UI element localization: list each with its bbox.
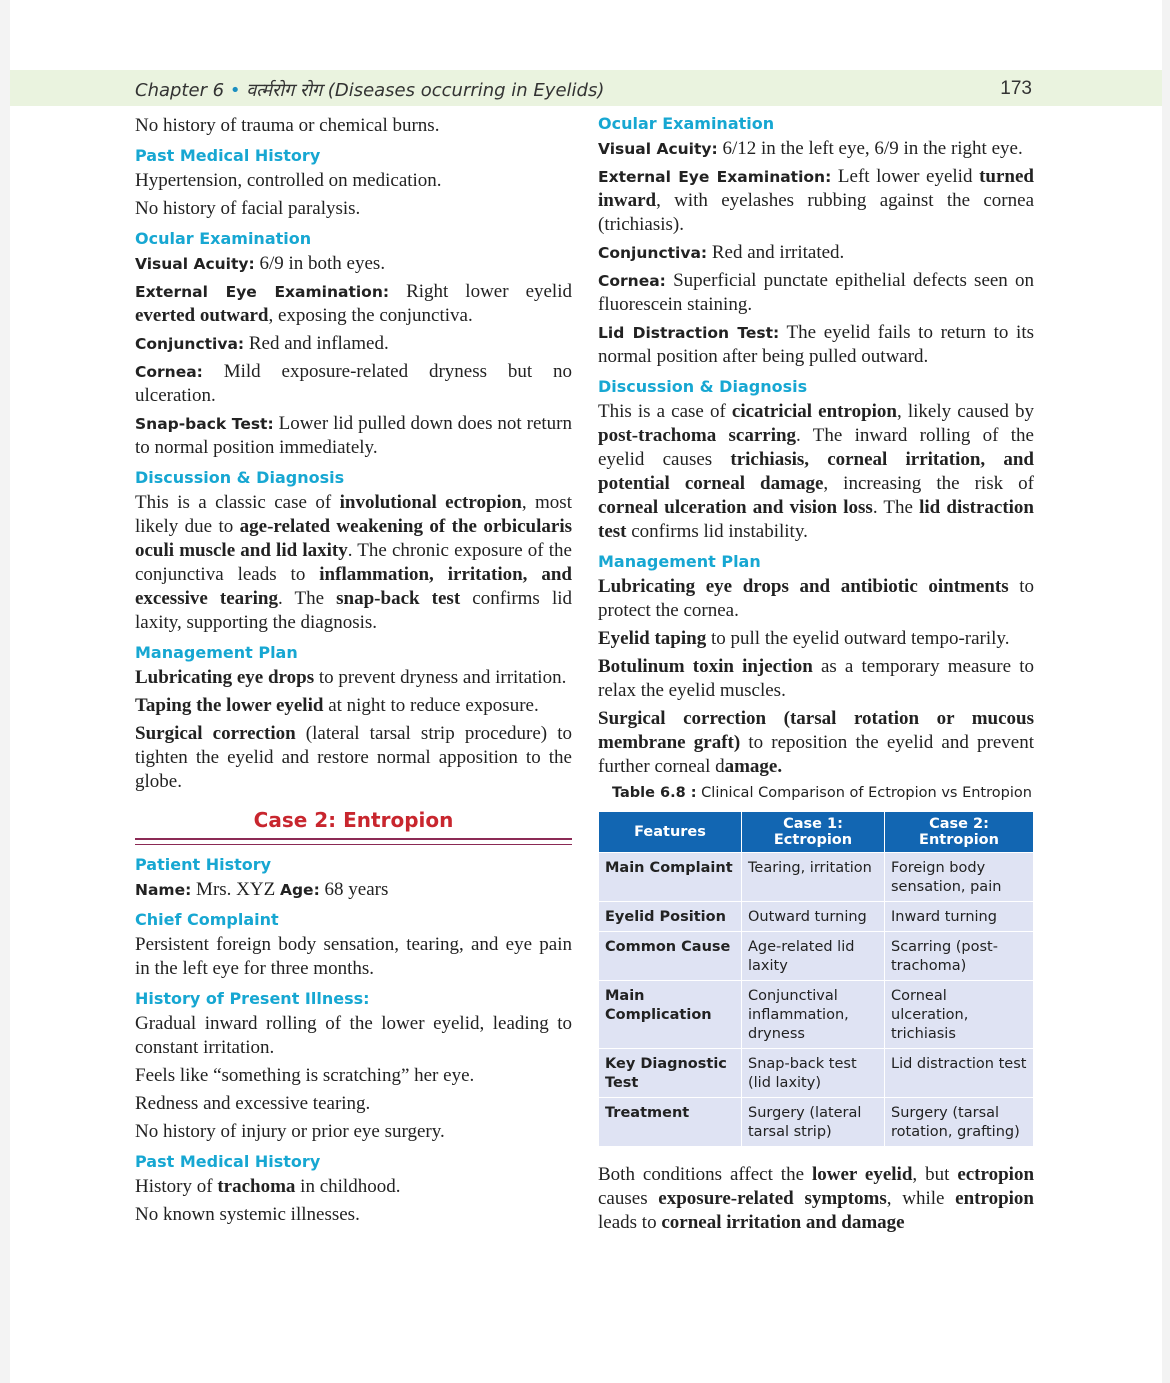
chapter-title: वर्त्मरोग रोग (Diseases occurring in Eyelids) xyxy=(246,80,605,101)
bold-text: lid distraction test xyxy=(598,497,1035,542)
bold-text: inflammation, irritation, and excessive tearing xyxy=(135,564,572,609)
table-cell: Main Complaint xyxy=(599,853,742,902)
text: , with eyelashes rubbing against the cornea (trichiasis). xyxy=(598,190,1034,235)
text: , likely caused by xyxy=(897,401,1034,422)
text: 68 years xyxy=(319,879,389,900)
label: External Eye Examination: xyxy=(135,283,390,301)
text: at night to reduce exposure. xyxy=(323,695,539,716)
text: Red and inflamed. xyxy=(244,333,389,354)
text: causes xyxy=(598,1188,659,1209)
text: to reposition the eyelid and prevent further corneal d xyxy=(598,732,1034,777)
bold-text: snap-back test xyxy=(336,588,461,609)
bold-text: Lubricating eye drops xyxy=(135,667,315,688)
bold-text: Taping the lower eyelid xyxy=(135,695,324,716)
intro-line: No history of trauma or chemical burns. xyxy=(135,115,440,136)
finding-visual-acuity xyxy=(135,252,572,276)
section-heading: Past Medical History xyxy=(135,146,321,165)
table-cell: Scarring (post-trachoma) xyxy=(885,932,1034,981)
text: Both conditions affect the xyxy=(598,1164,812,1185)
bold-text: post-trachoma scarring xyxy=(598,425,797,446)
bold-text: trichiasis, corneal irritation, and potential corneal damage xyxy=(598,449,1034,494)
text: Lower lid pulled down does not return to normal position immediately. xyxy=(135,413,572,458)
finding-visual-acuity xyxy=(598,137,1034,161)
finding-cornea xyxy=(598,269,1034,317)
management-item xyxy=(135,666,572,690)
table-row xyxy=(599,932,1034,981)
text: . The inward rolling of the eyelid causes xyxy=(598,425,1034,470)
label: Name: xyxy=(135,881,192,899)
bold-text: amage. xyxy=(724,756,783,777)
bold-text: Botulinum toxin injection xyxy=(598,656,813,677)
text: , exposing the conjunctiva. xyxy=(268,305,473,326)
paragraph: Persistent foreign body sensation, tearing, and eye pain in the left eye for three months. xyxy=(135,934,572,979)
text: , while xyxy=(886,1188,956,1209)
table-cell: Key Diagnostic Test xyxy=(599,1049,742,1098)
chapter-heading xyxy=(135,78,604,102)
table-cell: Corneal ulceration, trichiasis xyxy=(885,981,1034,1049)
text: Left lower eyelid xyxy=(831,166,980,187)
paragraph: Hypertension, controlled on medication. xyxy=(135,170,442,191)
bold-text: Eyelid taping xyxy=(598,628,707,649)
text: Superficial punctate epithelial defects seen on fluorescein staining. xyxy=(598,270,1034,315)
page-number: 173 xyxy=(1000,78,1032,99)
bold-text: involutional ectropion xyxy=(339,492,522,513)
paragraph: No history of injury or prior eye surgery. xyxy=(135,1121,445,1142)
paragraph: Feels like “something is scratching” her eye. xyxy=(135,1065,475,1086)
column-header: Case 1: Ectropion xyxy=(742,812,885,853)
page xyxy=(10,0,1162,1383)
table-cell: Lid distraction test xyxy=(885,1049,1034,1098)
section-heading: Management Plan xyxy=(135,643,298,662)
management-item xyxy=(135,694,572,718)
text: The eyelid fails to return to its normal position after being pulled outward. xyxy=(598,322,1034,367)
table-cell: Tearing, irritation xyxy=(742,853,885,902)
bold-text: exposure-related symptoms xyxy=(658,1188,887,1209)
label: Visual Acuity: xyxy=(598,140,718,158)
chapter-label: Chapter 6 xyxy=(135,80,225,101)
table-cell: Outward turning xyxy=(742,902,885,932)
label: Age: xyxy=(279,881,320,899)
bold-text: age-related weakening of the orbicularis oculi muscle and lid laxity xyxy=(135,516,572,561)
bold-text: Lubricating eye drops and antibiotic ointments xyxy=(598,576,1009,597)
text: to pull the eyelid outward tempo-rarily. xyxy=(706,628,1010,649)
management-item xyxy=(598,627,1034,651)
text: to prevent dryness and irritation. xyxy=(314,667,567,688)
running-header xyxy=(10,70,1162,106)
management-item xyxy=(598,575,1034,623)
patient-info xyxy=(135,878,572,902)
section-heading: Management Plan xyxy=(598,552,761,571)
left-column xyxy=(135,114,572,1231)
bold-text: lower eyelid xyxy=(811,1164,913,1185)
text: 6/9 in both eyes. xyxy=(254,253,386,274)
finding-conjunctiva xyxy=(135,332,572,356)
finding-external-eye xyxy=(598,165,1034,237)
table-cell: Main Complication xyxy=(599,981,742,1049)
label: Cornea: xyxy=(135,363,203,381)
caption-label: Table 6.8 : xyxy=(612,785,697,801)
text: (lateral tarsal strip procedure) to tighten the eyelid and restore normal apposition to the globe. xyxy=(135,723,572,792)
text: to protect the cornea. xyxy=(598,576,1035,621)
table-cell: Eyelid Position xyxy=(599,902,742,932)
discussion-paragraph xyxy=(598,400,1034,544)
bullet-separator: • xyxy=(229,80,247,101)
table-caption xyxy=(612,785,1034,801)
discussion-paragraph xyxy=(135,491,572,635)
label: Snap-back Test: xyxy=(135,415,274,433)
column-header: Case 2: Entropion xyxy=(885,812,1034,853)
case-title: Case 2: Entropion xyxy=(253,808,454,832)
bold-text: everted outward xyxy=(135,305,269,326)
label: Conjunctiva: xyxy=(135,335,245,353)
text: Mild exposure-related dryness but no ulceration. xyxy=(135,361,572,406)
bold-text: Surgical correction (tarsal rotation or mucous membrane graft) xyxy=(598,708,1034,753)
table-row xyxy=(599,853,1034,902)
text: 6/12 in the left eye, 6/9 in the right eye. xyxy=(717,138,1023,159)
text: , increasing the risk of xyxy=(823,473,1034,494)
text: leads to xyxy=(598,1212,662,1233)
bold-text: cicatricial entropion xyxy=(731,401,897,422)
bold-text: corneal ulceration and vision loss xyxy=(598,497,873,518)
text: . The xyxy=(277,588,337,609)
text: in childhood. xyxy=(295,1176,401,1197)
text: confirms lid instability. xyxy=(626,521,808,542)
section-heading: Patient History xyxy=(135,855,272,874)
paragraph: Redness and excessive tearing. xyxy=(135,1093,371,1114)
finding-lid-distraction xyxy=(598,321,1034,369)
text: . The chronic exposure of the conjunctiva leads to xyxy=(135,540,572,585)
bold-text: Surgical correction xyxy=(135,723,296,744)
table-cell: Inward turning xyxy=(885,902,1034,932)
table-cell: Treatment xyxy=(599,1098,742,1147)
text: , but xyxy=(912,1164,958,1185)
text: This is a classic case of xyxy=(135,492,340,513)
table-cell: Age-related lid laxity xyxy=(742,932,885,981)
summary-paragraph xyxy=(598,1163,1034,1235)
text: Red and irritated. xyxy=(707,242,845,263)
section-heading: Discussion & Diagnosis xyxy=(135,468,345,487)
text: . The xyxy=(872,497,920,518)
column-header: Features xyxy=(599,812,742,853)
bold-text: turned inward xyxy=(598,166,1034,211)
right-column xyxy=(598,114,1034,1239)
section-heading: Chief Complaint xyxy=(135,910,279,929)
text: as a temporary measure to relax the eyelid muscles. xyxy=(598,656,1034,701)
text: , most likely due to xyxy=(135,492,572,537)
table-header-row xyxy=(599,812,1034,853)
bold-text: corneal irritation and damage xyxy=(661,1212,905,1233)
label: Visual Acuity: xyxy=(135,255,255,273)
table-cell: Surgery (tarsal rotation, grafting) xyxy=(885,1098,1034,1147)
table-cell: Surgery (lateral tarsal strip) xyxy=(742,1098,885,1147)
finding-conjunctiva xyxy=(598,241,1034,265)
management-item xyxy=(135,722,572,794)
bold-text: trachoma xyxy=(217,1176,296,1197)
section-heading: Ocular Examination xyxy=(135,229,312,248)
text: Right lower eyelid xyxy=(389,281,572,302)
paragraph: No history of facial paralysis. xyxy=(135,198,361,219)
paragraph: Gradual inward rolling of the lower eyelid, leading to constant irritation. xyxy=(135,1013,572,1058)
table-cell: Common Cause xyxy=(599,932,742,981)
label: Lid Distraction Test: xyxy=(598,324,780,342)
text: Mrs. XYZ xyxy=(191,879,280,900)
finding-snap-back xyxy=(135,412,572,460)
table-cell: Foreign body sensation, pain xyxy=(885,853,1034,902)
text: confirms lid laxity, supporting the diagnosis. xyxy=(135,588,572,633)
finding-external-eye xyxy=(135,280,572,328)
divider xyxy=(135,838,572,845)
table-cell: Conjunctival inflammation, dryness xyxy=(742,981,885,1049)
paragraph xyxy=(135,1175,572,1199)
caption-text: Clinical Comparison of Ectropion vs Entropion xyxy=(696,785,1032,801)
table-row xyxy=(599,981,1034,1049)
text: This is a case of xyxy=(598,401,732,422)
label: External Eye Examination: xyxy=(598,168,832,186)
finding-cornea xyxy=(135,360,572,408)
section-heading: Discussion & Diagnosis xyxy=(598,377,808,396)
section-heading: Ocular Examination xyxy=(598,114,775,133)
table-row xyxy=(599,1098,1034,1147)
label: Conjunctiva: xyxy=(598,244,708,262)
section-heading: Past Medical History xyxy=(135,1152,321,1171)
text: History of xyxy=(135,1176,218,1197)
table-row xyxy=(599,1049,1034,1098)
table-cell: Snap-back test (lid laxity) xyxy=(742,1049,885,1098)
section-heading: History of Present Illness: xyxy=(135,989,370,1008)
bold-text: entropion xyxy=(955,1188,1034,1209)
label: Cornea: xyxy=(598,272,666,290)
management-item xyxy=(598,707,1034,779)
table-row xyxy=(599,902,1034,932)
comparison-table xyxy=(598,811,1034,1147)
management-item xyxy=(598,655,1034,703)
paragraph: No known systemic illnesses. xyxy=(135,1204,360,1225)
bold-text: ectropion xyxy=(957,1164,1035,1185)
